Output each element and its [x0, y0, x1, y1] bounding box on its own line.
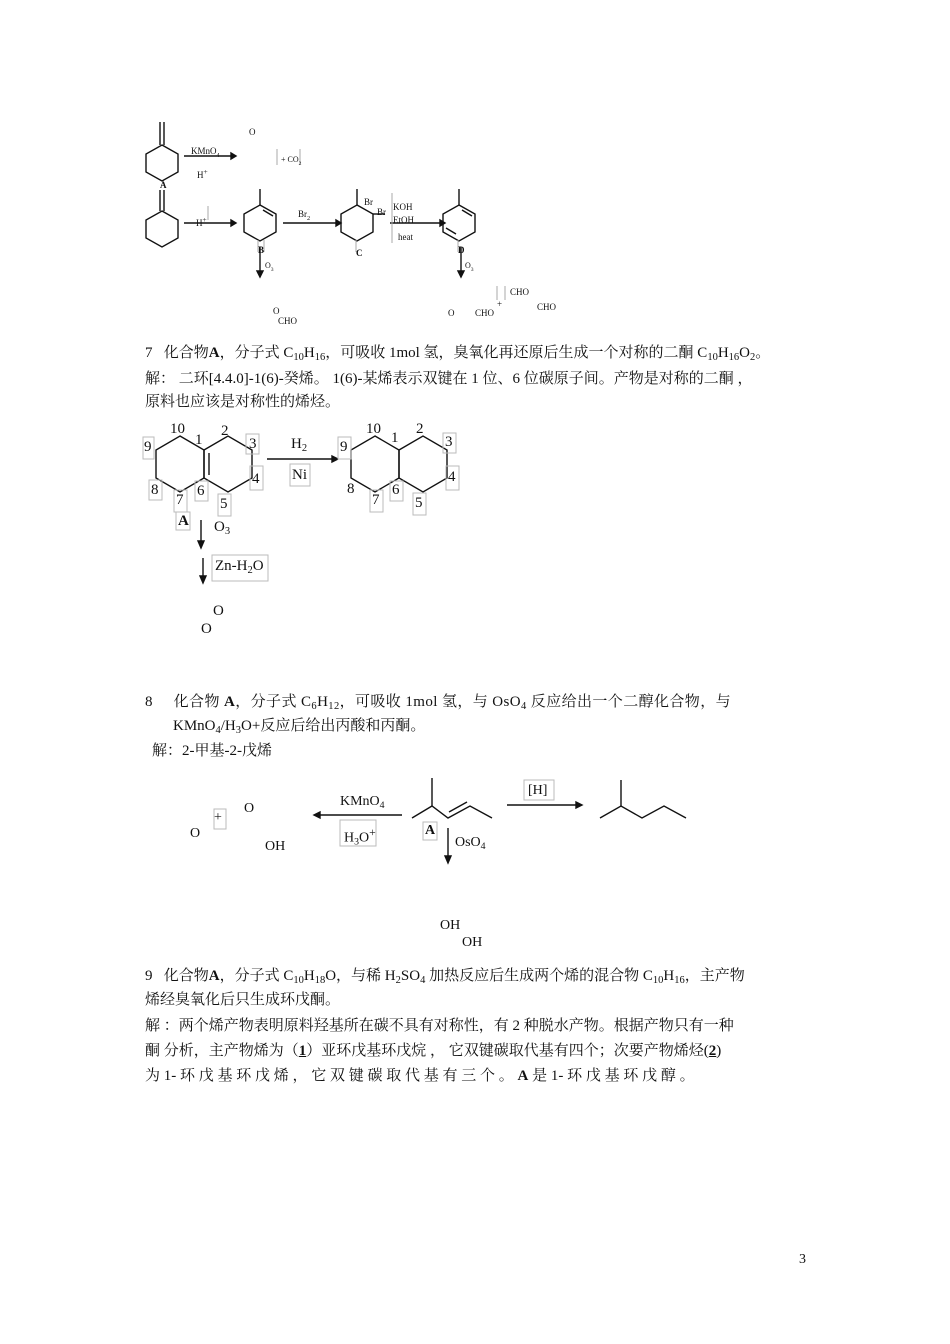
- num-6-left: 6: [197, 483, 205, 499]
- num-1-right: 1: [391, 430, 399, 446]
- diol-oh-2: OH: [462, 935, 483, 950]
- r2-h-label: H+: [196, 215, 207, 228]
- h3o-label: $H_3O^+$: [344, 826, 376, 848]
- product-o-right: O: [448, 308, 455, 318]
- r1-kmno4-label: KMnO$_4$: [191, 146, 220, 159]
- question-8: 8 化合物 A，分子式 $C_6H_{12}$，可吸收 1mol 氢，与 OsO$_4$ 反应给出一个二醇化合物，与: [145, 694, 732, 712]
- num-7-left: 7: [176, 492, 184, 508]
- r2-heat: heat: [398, 232, 413, 242]
- num-5-left: 5: [220, 496, 228, 512]
- r1-h-label: H+: [197, 167, 208, 180]
- r2-br-a: Br: [364, 197, 373, 207]
- product-cho-bottom: CHO: [475, 308, 495, 318]
- num-2-left: 2: [221, 423, 229, 439]
- ni-label: Ni: [292, 467, 307, 483]
- num-8-right: 8: [347, 481, 355, 497]
- num-9-left: 9: [144, 439, 152, 455]
- page-number: 3: [799, 1252, 806, 1267]
- label-d: D: [458, 245, 465, 255]
- product-o-left: O: [273, 306, 280, 316]
- acetone-o: O: [190, 826, 201, 841]
- oso4-label: OsO$_4$: [455, 835, 486, 852]
- num-9-right: 9: [340, 439, 348, 455]
- propanoic-o: O: [244, 801, 255, 816]
- num-4-right: 4: [448, 469, 456, 485]
- question-7: 7 化合物A，分子式 $C_{10}H_{16}$，可吸收 1mol 氢，臭氧化再还原后生成一个对称的二酮 $C_{10}H_{16}O_2$。: [145, 345, 771, 363]
- num-10-left: 10: [170, 421, 185, 437]
- product-plus: +: [497, 299, 503, 309]
- num-2-right: 2: [416, 421, 424, 437]
- diol-oh-1: OH: [440, 918, 461, 933]
- label-c: C: [356, 248, 363, 258]
- num-3-left: 3: [249, 436, 257, 452]
- label-b: B: [258, 245, 265, 255]
- num-7-right: 7: [372, 492, 380, 508]
- num-8-left: 8: [151, 482, 159, 498]
- answer-9-line-2: 酮 分析，主产物烯为（1）亚环戊基环戊烷 ， 它双键碳取代基有四个；次要产物烯烃(2): [145, 1043, 722, 1059]
- answer-8: 解：2-甲基-2-戊烯: [152, 743, 272, 759]
- num-3-right: 3: [445, 434, 453, 450]
- r2-br2-label: $Br_2$: [298, 209, 311, 222]
- o3-left: $O_3$: [265, 261, 274, 273]
- label-a-q8: A: [425, 823, 436, 838]
- r2-koh: KOH: [393, 202, 413, 212]
- product-cho-left: CHO: [278, 316, 298, 326]
- num-5-right: 5: [415, 495, 423, 511]
- r1-co2-label: + $CO_2$: [281, 155, 302, 167]
- label-a-small: A: [160, 180, 167, 190]
- answer-7-line-2: 原料也应该是对称性的烯烃。: [145, 394, 341, 410]
- question-9: 9 化合物A，分子式 $C_{10}H_{18}O$，与稀 $H_2SO_4$ 加热反应后生成两个烯的混合物 $C_{10}H_{16}$，主产物: [145, 968, 745, 986]
- r1-o-label: O: [249, 127, 256, 137]
- answer-9-line-3: 为 1- 环 戊 基 环 戊 烯 ， 它 双 键 碳 取 代 基 有 三 个 。 A 是 1- 环 戊 基 环 戊 醇 。: [145, 1068, 695, 1084]
- plus-q8: +: [214, 810, 222, 825]
- o3-label-q7: $O_3$: [214, 519, 231, 537]
- 2-methylpentane: [600, 780, 686, 818]
- num-1-left: 1: [195, 432, 203, 448]
- product-cho-top: CHO: [510, 287, 530, 297]
- h2-label: $H_2$: [291, 436, 308, 454]
- num-6-right: 6: [392, 482, 400, 498]
- r2-etoh: EtOH: [393, 215, 414, 225]
- 2-methyl-2-pentene: [412, 778, 492, 818]
- propanoic-oh: OH: [265, 839, 286, 854]
- num-4-left: 4: [252, 471, 260, 487]
- answer-9-line-1: 解 ：两个烯产物表明原料羟基所在碳不具有对称性，有 2 种脱水产物。根据产物只有一种: [145, 1018, 734, 1034]
- diketone-o-2: O: [201, 621, 212, 637]
- question-8-line-2: $KMnO_4/H_3O+$反应后给出丙酸和丙酮。: [173, 718, 426, 736]
- zn-h2o-label: $Zn-H_2O$: [215, 558, 264, 576]
- kmno4-label-q8: KMnO$_4$: [340, 794, 385, 811]
- num-10-right: 10: [366, 421, 381, 437]
- label-a-q7: A: [178, 513, 189, 529]
- diketone-o-1: O: [213, 603, 224, 619]
- question-9-line-2: 烯经臭氧化后只生成环戊酮。: [145, 992, 341, 1008]
- product-cho-right: CHO: [537, 302, 557, 312]
- r2-br-b: Br: [377, 207, 386, 217]
- o3-right: $O_3$: [465, 261, 474, 273]
- answer-7-line-1: 解： 二环[4.4.0]-1(6)-癸烯。 1(6)-某烯表示双键在 1 位、6 位碳原子间。产物是对称的二酮 ，: [145, 371, 753, 387]
- h-reduce-label: [H]: [528, 783, 548, 798]
